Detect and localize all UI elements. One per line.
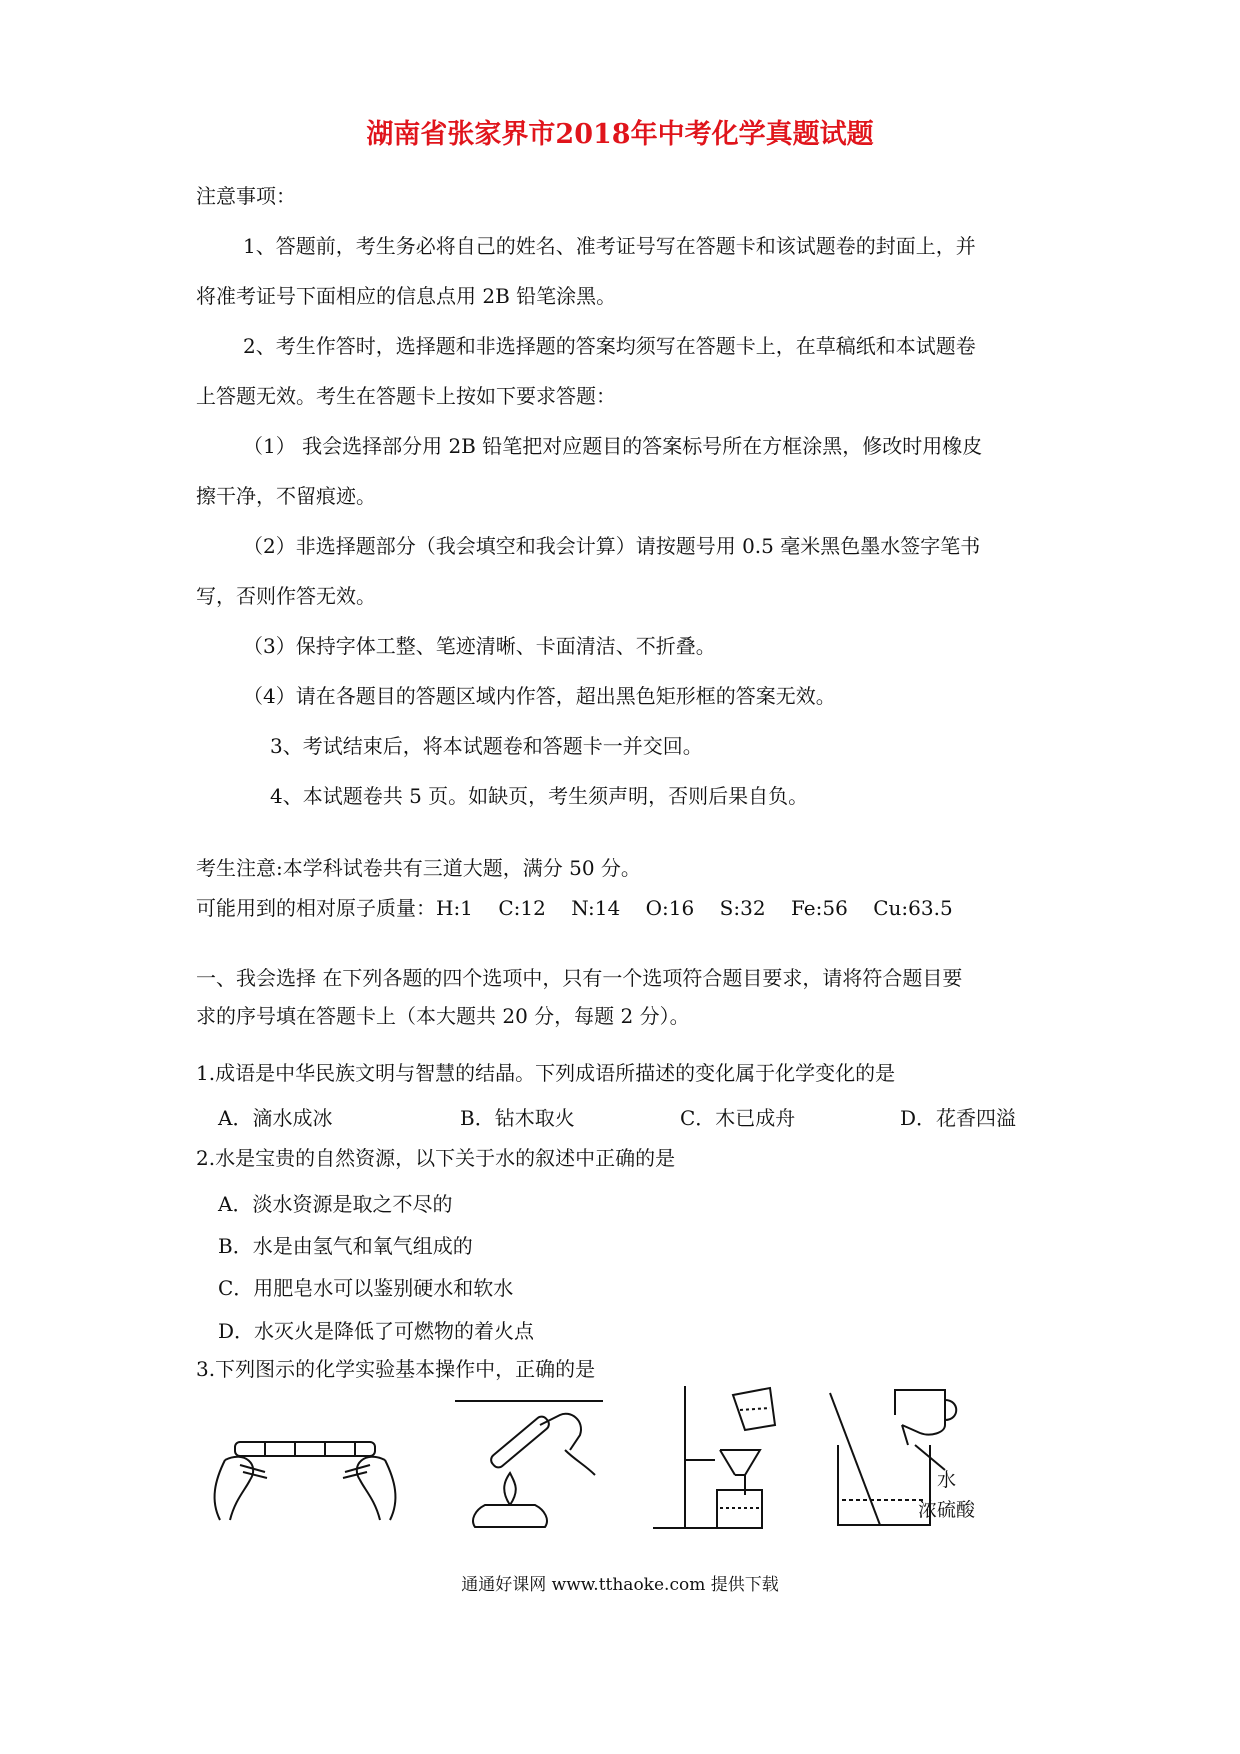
question-1-stem: 1.成语是中华民族文明与智慧的结晶。下列成语所描述的变化属于化学变化的是 <box>196 1061 896 1085</box>
notice-item-3: 3、考试结束后，将本试题卷和答题卡一并交回。 <box>270 734 703 758</box>
figure-d-acid-label: 浓硫酸 <box>918 1499 976 1521</box>
candidate-note: 考生注意:本学科试卷共有三道大题，满分 50 分。 <box>196 856 641 880</box>
question-1-option-a: A．滴水成冰 <box>218 1106 333 1130</box>
figure-d-water-label: 水 <box>937 1469 957 1491</box>
question-1-option-b: B．钻木取火 <box>460 1106 575 1130</box>
section-1-line-1: 一、我会选择 在下列各题的四个选项中，只有一个选项符合题目要求，请将符合题目要 <box>196 966 963 990</box>
footer: 通通好课网 www.tthaoke.com 提供下载 <box>461 1575 779 1595</box>
section-1-line-2: 求的序号填在答题卡上（本大题共 20 分，每题 2 分）。 <box>196 1004 690 1028</box>
notice-sub-1-line-1: （1） 我会选择部分用 2B 铅笔把对应题目的答案标号所在方框涂黑，修改时用橡皮 <box>243 434 983 458</box>
question-2-option-c: C．用肥皂水可以鉴别硬水和软水 <box>218 1276 514 1300</box>
question-2-option-a: A．淡水资源是取之不尽的 <box>218 1192 453 1216</box>
atomic-masses: 可能用到的相对原子质量：H:1 C:12 N:14 O:16 S:32 Fe:56 Cu:63.5 <box>196 896 953 920</box>
notice-item-1-line-1: 1、答题前，考生务必将自己的姓名、准考证号写在答题卡和该试题卷的封面上，并 <box>243 234 976 258</box>
notice-sub-3: （3）保持字体工整、笔迹清晰、卡面清洁、不折叠。 <box>243 634 716 658</box>
notice-item-2-line-1: 2、考生作答时，选择题和非选择题的答案均须写在答题卡上，在草稿纸和本试题卷 <box>243 334 976 358</box>
figure-b-heating-test-tube <box>445 1395 610 1535</box>
question-1-option-c: C．木已成舟 <box>680 1106 796 1130</box>
notice-item-2-line-2: 上答题无效。考生在答题卡上按如下要求答题： <box>196 384 616 408</box>
figure-c-filtration <box>645 1380 785 1535</box>
question-3-stem: 3.下列图示的化学实验基本操作中，正确的是 <box>196 1357 596 1381</box>
question-2-option-d: D．水灭火是降低了可燃物的着火点 <box>218 1319 535 1343</box>
figure-a-reading-cylinder <box>205 1420 405 1530</box>
notice-sub-2-line-1: （2）非选择题部分（我会填空和我会计算）请按题号用 0.5 毫米黑色墨水签字笔书 <box>243 534 981 558</box>
notice-sub-1-line-2: 擦干净，不留痕迹。 <box>196 484 376 508</box>
question-1-option-d: D．花香四溢 <box>900 1106 1017 1130</box>
notice-sub-4: （4）请在各题目的答题区域内作答，超出黑色矩形框的答案无效。 <box>243 684 836 708</box>
notice-item-1-line-2: 将准考证号下面相应的信息点用 2B 铅笔涂黑。 <box>196 284 617 308</box>
notice-item-4: 4、本试题卷共 5 页。如缺页，考生须声明，否则后果自负。 <box>270 784 809 808</box>
question-2-stem: 2.水是宝贵的自然资源，以下关于水的叙述中正确的是 <box>196 1146 676 1170</box>
notice-sub-2-line-2: 写，否则作答无效。 <box>196 584 376 608</box>
question-2-option-b: B．水是由氢气和氧气组成的 <box>218 1234 473 1258</box>
notice-heading: 注意事项： <box>196 184 296 208</box>
page-title: 湖南省张家界市2018年中考化学真题试题 <box>366 119 874 150</box>
